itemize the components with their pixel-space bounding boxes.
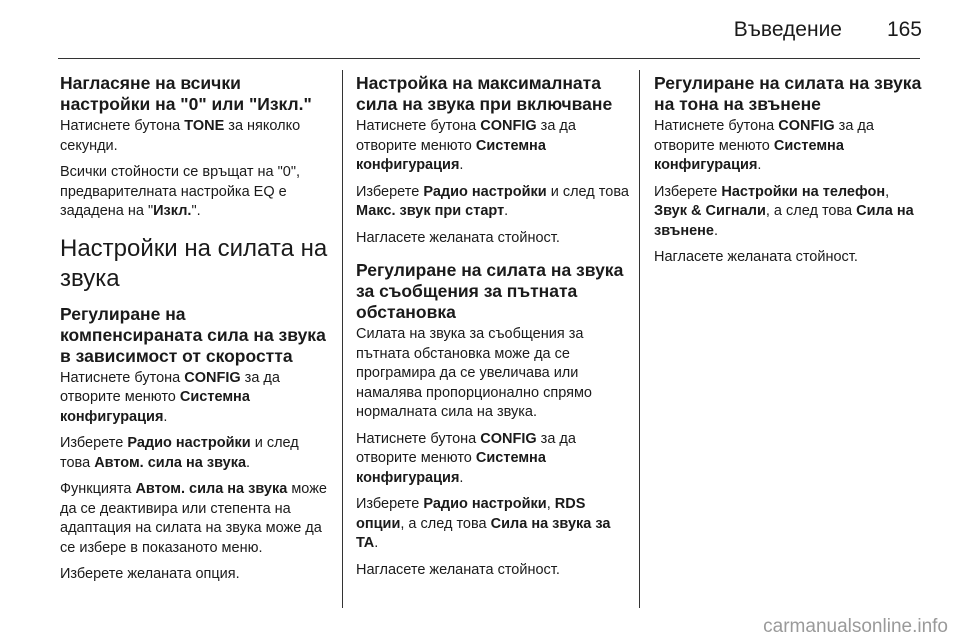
paragraph: Функцията Автом. сила на звука може да се деактивира или степента на адаптация на силата на звука може да се избере в показаното меню. <box>60 481 327 556</box>
heading-max-startup-volume: Настройка на максималната сила на звука при включване <box>356 73 613 114</box>
paragraph: Изберете Радио настройки, RDS опции, а след това Сила на звука за TA. <box>356 496 611 551</box>
paragraph: Изберете желаната опция. <box>60 566 240 582</box>
paragraph: Нагласете желаната стойност. <box>356 561 560 578</box>
paragraph: Натиснете бутона TONE за няколко секунди. <box>60 118 301 154</box>
heading-speed-volume: Регулиране на компенсираната сила на звука в зависимост от скоростта <box>60 303 326 366</box>
heading-traffic-volume: Регулиране на силата на звука за съобщения за пътната обстановка <box>356 260 624 322</box>
page-header <box>0 0 960 60</box>
column-divider <box>342 70 343 608</box>
paragraph: Всички стойности се връщат на "0", предварителната настройка EQ е зададена на "Изкл.". <box>60 164 301 219</box>
header-divider <box>58 58 920 59</box>
watermark-link[interactable]: carmanualsonline.info <box>763 616 948 637</box>
column-divider <box>639 70 640 608</box>
paragraph: Нагласете желаната стойност. <box>356 229 560 246</box>
paragraph: Изберете Радио настройки и след това Макс. звук при старт. <box>356 183 629 219</box>
paragraph: Натиснете бутона CONFIG за да отворите менюто Системна конфигурация. <box>356 118 576 173</box>
paragraph: Нагласете желаната стойност. <box>654 249 858 265</box>
column-1 <box>60 73 330 592</box>
paragraph: Изберете Радио настройки и след това Автом. сила на звука. <box>60 435 299 471</box>
paragraph: Изберете Настройки на телефон, Звук & Сигнали, а след това Сила на звънене. <box>654 183 914 239</box>
column-2 <box>356 73 630 587</box>
chapter-title: Въведение <box>733 18 842 41</box>
paragraph: Силата на звука за съобщения за пътната обстановка може да се програмира да се увеличава или намалява пропорционално спрямо нормалната сила на звука. <box>356 326 593 420</box>
page-number: 165 <box>886 18 922 41</box>
heading-ring-volume: Регулиране на силата на звука на тона на звънене <box>654 73 922 114</box>
paragraph: Натиснете бутона CONFIG за да отворите менюто Системна конфигурация. <box>356 430 576 486</box>
paragraph: Натиснете бутона CONFIG за да отворите менюто Системна конфигурация. <box>60 369 280 425</box>
paragraph: Натиснете бутона CONFIG за да отворите менюто Системна конфигурация. <box>654 118 874 173</box>
section-title-volume: Настройки на силата на звука <box>60 234 328 292</box>
heading-reset-all: Нагласяне на всички настройки на "0" или "Изкл." <box>60 73 312 114</box>
column-3 <box>654 73 924 275</box>
